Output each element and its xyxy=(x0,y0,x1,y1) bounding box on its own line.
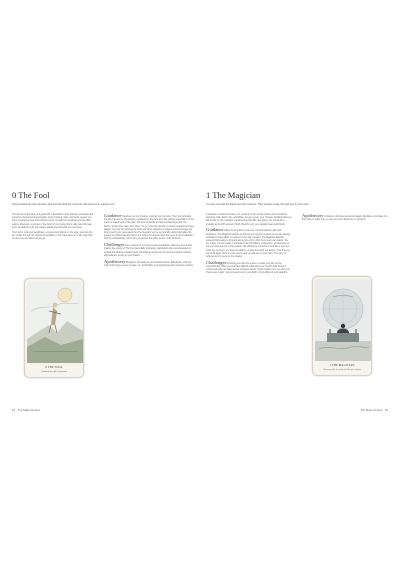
page-intro-fool: Step forward into the unknown with full trust that the Universe will show up to support you. xyxy=(12,203,116,206)
page-title-magician: 1 The Magician xyxy=(206,190,261,200)
body-paragraph: The Fool is unbound, weightless, unconcerned. Dance on the edge, step into the air, tumble through the clouds of possibility. In this state there is no fall, only flight. Let the story be written as you go. xyxy=(12,231,94,241)
fool-illustration xyxy=(27,281,83,363)
right-column-body xyxy=(104,214,194,270)
section-text: Carefree, but not frivolous, trusting, but not naive, The Fool embodies the gift of presence. By relaxing completely in the here and now, without expectation of the future or attachment to the past, The Fool responds to trials and blessings with The Divine. Smell, hear, taste, feel. Open, let go, know the ground; a unique perspective brings delight. You may be surprised by what and whom appears to support and encourage you when you lift your gaze away from the blueprint you've so carefully carried and allow the present to unfold naturally before you. Enjoy the moment and stay open to all possibilities. Only by relinquishing control can you access the grace power of the Universe. xyxy=(104,216,194,241)
section-text: Cinnamon: Activates personal magick. Sprinkle on porridge, but this sticky to make sure, to use as a room freshener, is potpourri. xyxy=(302,216,388,222)
challenges-section xyxy=(206,261,292,276)
section-text: The contrasts of our lives require preparation, planning, and routine, making the energy of The Fool potentially frustrating, particularly when accompanied by cynical and strategy-minded cards. Remaining centered in the present requires practice and patience. Focus on your breath. xyxy=(104,245,193,257)
card-caption: Use your gifts to create the life you choose xyxy=(323,369,361,372)
section-heading: Guidance xyxy=(206,227,224,233)
section-heading: Guidance xyxy=(104,213,122,218)
body-paragraph: The stench on the edge of a great cliff, suspended in time between yesterday and tomorrow. Senses far beyond sight, touch, hearing, taste, and smell, assure you there is nothing to fear and nothing to lose. Though the terrain beyond the cliff's edge is obscured, you know in the depth of your being that it calls; take this leap, trust, and fall into it all, into what is waiting beyond what you can know. xyxy=(12,214,94,229)
section-heading: Apothecary xyxy=(302,213,324,218)
page-footer-left: 14 · The Major Arcana xyxy=(12,408,40,412)
guidance-section xyxy=(104,214,194,242)
right-page xyxy=(206,190,388,415)
left-page xyxy=(12,190,194,415)
section-text: Bergamot: Promotes joy and carefree ideas. Elderflower: Lifts the spirit and brings a sense of ease. Iris: Symbolizes new beginnings and promotes curiosity. xyxy=(104,261,194,267)
magician-illustration xyxy=(315,279,371,361)
card-label: 1 THE MAGICIAN xyxy=(329,364,355,367)
section-text: While we all grow our own set of circumstances, gifts and limitations, The Magician teaches us that we are truly the creators of our own destiny. Confident in their ability to conjure for the day's desires, The Magician likewise respects that quality is inherent and exists only in effort from one's own hands. You are magic. You are made of stardust of the first billions of elements, and because of this you have access to their powers. By shifting the contents of your life to how you value the common, you have the ability to create the world you desire. Trust that you can build again. Return to the source and you will rise to your plans. The glory of achievement is yours for the making. xyxy=(206,230,291,259)
body-paragraph: A selection of tools lies before you: symbols of the sacred realms of the medieval elements of Air, Earth, Fire, and Water. As you survey your choices, deciding what you will render to your manifest, a shimmering light fills your being. You recognize it instantly as the fifth element, Spirit. Now life is in your capable heart and hands. xyxy=(206,214,292,226)
section-text: Knowing you have the power to create your life can be overwhelming. Often we must face difficult truths about our comfort with things in control and ways we have denied ourselves power. Know creation is in you and your choices are magic. Your strongest tool is your faith in the building of your ideal life. xyxy=(206,262,290,275)
book-spread xyxy=(12,190,388,415)
card-caption: Celebrate the gift of presence xyxy=(40,371,68,374)
left-column-body xyxy=(12,214,94,243)
page-intro-magician: You are one with the Earth and the Cosmos. Their powers surge through you to your core. xyxy=(206,203,310,206)
challenges-section xyxy=(104,243,194,258)
guidance-section xyxy=(206,228,292,259)
left-column-body xyxy=(206,214,292,277)
right-column-body xyxy=(302,214,388,224)
tarot-card-magician xyxy=(312,276,372,376)
section-heading: Apothecary xyxy=(104,258,126,264)
page-title-fool: 0 The Fool xyxy=(12,190,50,200)
page-footer-right: The Major Arcana · 15 xyxy=(360,408,388,412)
tarot-card-fool xyxy=(24,278,84,378)
section-heading: Challenges xyxy=(206,259,227,265)
card-label: 0 THE FOOL xyxy=(45,366,63,369)
section-heading: Challenges xyxy=(104,242,125,248)
apothecary-section xyxy=(104,260,194,268)
apothecary-section xyxy=(302,214,388,222)
